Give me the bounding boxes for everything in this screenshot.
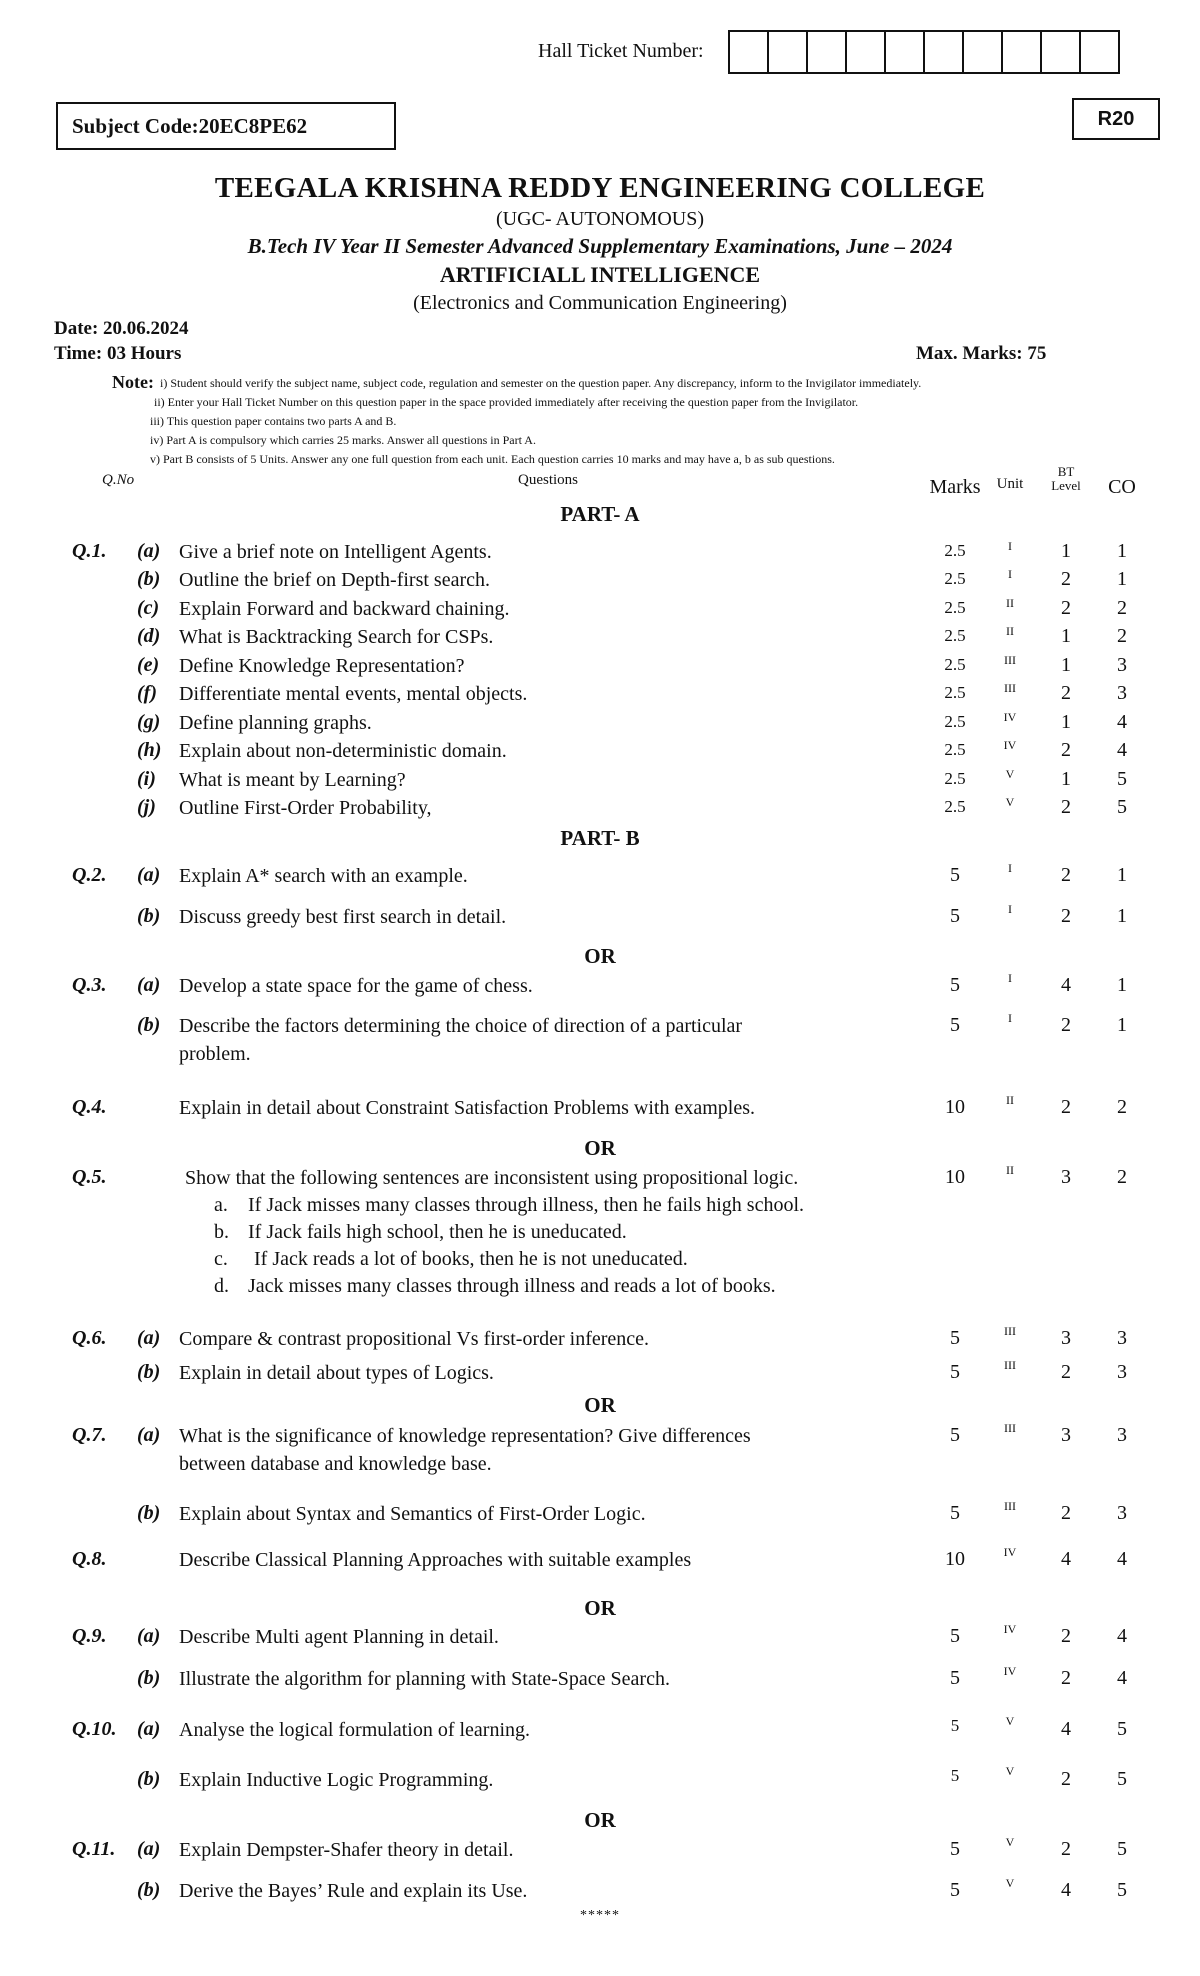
hall-ticket-box: [808, 32, 847, 72]
marks-value: 5: [950, 1766, 960, 1785]
co-value: 4: [1117, 1548, 1127, 1570]
exam-title: B.Tech IV Year II Semester Advanced Supplementary Examinations, June – 2024: [247, 234, 953, 258]
list-item: If Jack fails high school, then he is uneducated.: [248, 1221, 627, 1243]
question-text: Define planning graphs.: [179, 712, 372, 734]
list-marker: a.: [214, 1194, 228, 1216]
sub-label: (a): [137, 974, 161, 996]
or-label: OR: [584, 1808, 616, 1832]
marks-value: 5: [950, 1716, 960, 1735]
co-value: 5: [1117, 1838, 1127, 1860]
co-value: 4: [1117, 1667, 1127, 1689]
sub-label: (a): [137, 1838, 161, 1860]
part-b-title: PART- B: [560, 826, 640, 850]
unit-value: I: [1008, 971, 1012, 985]
question-text: Explain Dempster-Shafer theory in detail.: [179, 1839, 514, 1861]
unit-value: IV: [1003, 738, 1017, 752]
co-value: 5: [1117, 796, 1127, 818]
list-item: If Jack reads a lot of books, then he is not uneducated.: [254, 1248, 688, 1270]
marks-value: 5: [950, 1667, 960, 1689]
co-value: 3: [1117, 1502, 1127, 1524]
bt-level-value: 1: [1061, 540, 1071, 562]
marks-value: 5: [950, 1625, 960, 1647]
or-label: OR: [584, 1596, 616, 1620]
marks-value: 2.5: [944, 797, 966, 816]
sub-label: (g): [137, 711, 161, 733]
sub-label: (a): [137, 1625, 161, 1647]
bt-level-value: 3: [1061, 1327, 1071, 1349]
co-value: 3: [1117, 654, 1127, 676]
unit-value: II: [1006, 1163, 1014, 1177]
sub-label: (a): [137, 1327, 161, 1349]
unit-value: V: [1005, 1764, 1015, 1778]
bt-level-value: 4: [1061, 974, 1071, 996]
question-text: Explain in detail about types of Logics.: [179, 1362, 494, 1384]
marks-value: 2.5: [944, 683, 966, 702]
marks-value: 10: [945, 1166, 965, 1188]
marks-value: 5: [950, 864, 960, 886]
unit-value: III: [1004, 1324, 1016, 1338]
co-value: 1: [1117, 1014, 1127, 1036]
marks-value: 2.5: [944, 655, 966, 674]
bt-level-value: 2: [1061, 1768, 1071, 1790]
sub-label: (a): [137, 1424, 161, 1446]
sub-label: (f): [137, 682, 157, 704]
marks-value: 5: [950, 1424, 960, 1446]
unit-value: I: [1008, 1011, 1012, 1025]
bt-level-value: 4: [1061, 1718, 1071, 1740]
unit-value: IV: [1003, 1622, 1017, 1636]
question-number: Q.10.: [72, 1718, 117, 1740]
unit-value: I: [1008, 861, 1012, 875]
bt-level-value: 2: [1061, 597, 1071, 619]
hall-ticket-box: [964, 32, 1003, 72]
question-text: Outline the brief on Depth-first search.: [179, 569, 491, 591]
marks-value: 2.5: [944, 626, 966, 645]
unit-value: II: [1006, 624, 1014, 638]
note-line: ii) Enter your Hall Ticket Number on this question paper in the space provided immediately after receiving the question paper from the Invigilator.: [154, 395, 859, 409]
unit-value: I: [1008, 902, 1012, 916]
marks-value: 5: [950, 1838, 960, 1860]
regulation-box: R20: [1072, 98, 1160, 140]
bt-level-value: 2: [1061, 739, 1071, 761]
marks-value: 2.5: [944, 769, 966, 788]
or-label: OR: [584, 944, 616, 968]
marks-value: 5: [950, 905, 960, 927]
unit-value: III: [1004, 1499, 1016, 1513]
question-text: Explain Inductive Logic Programming.: [179, 1769, 494, 1791]
unit-value: IV: [1003, 1664, 1017, 1678]
hall-ticket-label: Hall Ticket Number:: [538, 40, 704, 62]
question-text: Develop a state space for the game of chess.: [179, 975, 533, 997]
column-marks: Marks: [929, 476, 981, 498]
question-text: Discuss greedy best first search in detail.: [179, 906, 507, 928]
sub-label: (b): [137, 568, 161, 590]
question-text: Describe Multi agent Planning in detail.: [179, 1626, 499, 1648]
question-number: Q.6.: [72, 1327, 107, 1349]
unit-value: V: [1005, 1714, 1015, 1728]
bt-level-value: 1: [1061, 654, 1071, 676]
note-line: v) Part B consists of 5 Units. Answer any one full question from each unit. Each question carries 10 marks and may have a, b as sub questions.: [150, 452, 835, 466]
column-unit: Unit: [996, 476, 1024, 492]
hall-ticket-box: [886, 32, 925, 72]
bt-level-value: 3: [1061, 1166, 1071, 1188]
marks-value: 2.5: [944, 712, 966, 731]
unit-value: III: [1004, 681, 1016, 695]
note-line: iii) This question paper contains two parts A and B.: [150, 414, 397, 428]
co-value: 2: [1117, 625, 1127, 647]
unit-value: IV: [1003, 1545, 1017, 1559]
sub-label: (e): [137, 654, 160, 676]
sub-label: (b): [137, 905, 161, 927]
question-text: What is Backtracking Search for CSPs.: [179, 626, 494, 648]
sub-label: (h): [137, 739, 162, 761]
marks-value: 5: [950, 1879, 960, 1901]
max-marks: Max. Marks: 75: [916, 343, 1047, 364]
question-number: Q.2.: [72, 864, 107, 886]
bt-level-value: 1: [1061, 625, 1071, 647]
co-value: 4: [1117, 1625, 1127, 1647]
marks-value: 5: [950, 1327, 960, 1349]
marks-value: 2.5: [944, 598, 966, 617]
or-label: OR: [584, 1136, 616, 1160]
bt-level-value: 2: [1061, 1361, 1071, 1383]
hall-ticket-box: [925, 32, 964, 72]
bt-level-value: 2: [1061, 682, 1071, 704]
question-text: Differentiate mental events, mental objects.: [179, 683, 528, 705]
list-item: If Jack misses many classes through illness, then he fails high school.: [248, 1194, 805, 1216]
question-text-continued: between database and knowledge base.: [179, 1453, 492, 1475]
co-value: 5: [1117, 1718, 1127, 1740]
co-value: 5: [1117, 1879, 1127, 1901]
exam-time: Time: 03 Hours: [54, 343, 182, 364]
part-a-title: PART- A: [560, 502, 640, 526]
question-text: Illustrate the algorithm for planning with State-Space Search.: [179, 1668, 670, 1690]
autonomous-label: (UGC- AUTONOMOUS): [496, 208, 704, 230]
note-line: i) Student should verify the subject name, subject code, regulation and semester on the question paper. Any discrepancy, inform to the Invigilator immediately.: [160, 376, 922, 390]
question-number: Q.9.: [72, 1625, 107, 1647]
bt-level-value: 2: [1061, 864, 1071, 886]
hall-ticket-box: [769, 32, 808, 72]
sub-label: (c): [137, 597, 160, 619]
sub-label: (a): [137, 1718, 161, 1740]
list-marker: b.: [214, 1221, 229, 1243]
question-text: Show that the following sentences are inconsistent using propositional logic.: [185, 1167, 799, 1189]
bt-level-value: 2: [1061, 1838, 1071, 1860]
question-text: Explain in detail about Constraint Satisfaction Problems with examples.: [179, 1097, 756, 1119]
co-value: 3: [1117, 682, 1127, 704]
marks-value: 5: [950, 1361, 960, 1383]
co-value: 1: [1117, 974, 1127, 996]
or-label: OR: [584, 1393, 616, 1417]
question-number: Q.5.: [72, 1166, 107, 1188]
sub-label: (a): [137, 864, 161, 886]
co-value: 1: [1117, 905, 1127, 927]
co-value: 5: [1117, 1768, 1127, 1790]
co-value: 4: [1117, 739, 1127, 761]
hall-ticket-box: [730, 32, 769, 72]
unit-value: V: [1005, 767, 1015, 781]
bt-level-value: 2: [1061, 1667, 1071, 1689]
question-text: Explain about non-deterministic domain.: [179, 740, 507, 762]
unit-value: I: [1008, 567, 1012, 581]
marks-value: 5: [950, 1502, 960, 1524]
question-text: Explain A* search with an example.: [179, 865, 468, 887]
column-co: CO: [1108, 476, 1136, 498]
bt-level-value: 3: [1061, 1424, 1071, 1446]
question-text: Derive the Bayes’ Rule and explain its Use.: [179, 1880, 528, 1902]
unit-value: III: [1004, 653, 1016, 667]
bt-level-value: 2: [1061, 1502, 1071, 1524]
question-text: Define Knowledge Representation?: [179, 655, 465, 677]
sub-label: (i): [137, 768, 156, 790]
co-value: 1: [1117, 568, 1127, 590]
marks-value: 10: [945, 1548, 965, 1570]
question-number: Q.1.: [72, 540, 107, 562]
unit-value: I: [1008, 539, 1012, 553]
list-item: Jack misses many classes through illness and reads a lot of books.: [248, 1275, 776, 1297]
course-title: ARTIFICIALL INTELLIGENCE: [439, 262, 761, 287]
bt-level-value: 4: [1061, 1548, 1071, 1570]
column-qno: Q.No: [102, 472, 135, 488]
sub-label: (b): [137, 1502, 161, 1524]
end-mark: *****: [580, 1908, 620, 1923]
question-number: Q.7.: [72, 1424, 107, 1446]
branch-label: (Electronics and Communication Engineering): [413, 292, 787, 314]
subject-code-box: Subject Code:20EC8PE62: [56, 102, 396, 150]
co-value: 2: [1117, 1166, 1127, 1188]
bt-level-value: 1: [1061, 768, 1071, 790]
question-number: Q.11.: [72, 1838, 116, 1860]
question-number: Q.3.: [72, 974, 107, 996]
sub-label: (j): [137, 796, 156, 818]
marks-value: 2.5: [944, 740, 966, 759]
hall-ticket-box: [1042, 32, 1081, 72]
column-questions: Questions: [518, 472, 578, 488]
question-text: Describe the factors determining the choice of direction of a particular: [179, 1015, 743, 1037]
marks-value: 10: [945, 1096, 965, 1118]
co-value: 3: [1117, 1327, 1127, 1349]
sub-label: (b): [137, 1014, 161, 1036]
sub-label: (b): [137, 1361, 161, 1383]
hall-ticket-box: [847, 32, 886, 72]
unit-value: V: [1005, 795, 1015, 809]
marks-value: 5: [950, 1014, 960, 1036]
co-value: 2: [1117, 597, 1127, 619]
bt-level-value: 2: [1061, 796, 1071, 818]
marks-value: 2.5: [944, 541, 966, 560]
bt-level-value: 4: [1061, 1879, 1071, 1901]
co-value: 1: [1117, 864, 1127, 886]
exam-date: Date: 20.06.2024: [54, 318, 189, 339]
marks-value: 5: [950, 974, 960, 996]
bt-level-value: 1: [1061, 711, 1071, 733]
bt-level-value: 2: [1061, 905, 1071, 927]
co-value: 5: [1117, 768, 1127, 790]
hall-ticket-box: [1081, 32, 1118, 72]
column-bt-level: BT Level: [1051, 464, 1081, 493]
unit-value: III: [1004, 1358, 1016, 1372]
unit-value: IV: [1003, 710, 1017, 724]
co-value: 2: [1117, 1096, 1127, 1118]
question-text: Compare & contrast propositional Vs first-order inference.: [179, 1328, 650, 1350]
question-text: What is meant by Learning?: [179, 769, 406, 791]
unit-value: II: [1006, 596, 1014, 610]
question-text: What is the significance of knowledge representation? Give differences: [179, 1425, 751, 1447]
college-name: TEEGALA KRISHNA REDDY ENGINEERING COLLEGE: [214, 172, 986, 204]
unit-value: III: [1004, 1421, 1016, 1435]
bt-level-value: 2: [1061, 1014, 1071, 1036]
note-label: Note:: [112, 372, 154, 392]
hall-ticket-boxes: [728, 30, 1120, 74]
sub-label: (b): [137, 1879, 161, 1901]
question-text: Analyse the logical formulation of learning.: [179, 1719, 531, 1741]
note-line: iv) Part A is compulsory which carries 25 marks. Answer all questions in Part A.: [150, 433, 536, 447]
unit-value: V: [1005, 1876, 1015, 1890]
co-value: 4: [1117, 711, 1127, 733]
bt-level-value: 2: [1061, 1625, 1071, 1647]
co-value: 3: [1117, 1361, 1127, 1383]
sub-label: (b): [137, 1768, 161, 1790]
question-text: Give a brief note on Intelligent Agents.: [179, 541, 492, 563]
bt-level-value: 2: [1061, 568, 1071, 590]
question-text: Explain about Syntax and Semantics of First-Order Logic.: [179, 1503, 646, 1525]
sub-label: (d): [137, 625, 161, 647]
co-value: 1: [1117, 540, 1127, 562]
question-text: Describe Classical Planning Approaches with suitable examples: [179, 1549, 692, 1571]
list-marker: d.: [214, 1275, 229, 1297]
unit-value: II: [1006, 1093, 1014, 1107]
sub-label: (a): [137, 540, 161, 562]
question-text: Outline First-Order Probability,: [179, 797, 432, 819]
co-value: 3: [1117, 1424, 1127, 1446]
bt-level-value: 2: [1061, 1096, 1071, 1118]
sub-label: (b): [137, 1667, 161, 1689]
question-text-continued: problem.: [179, 1043, 251, 1065]
marks-value: 2.5: [944, 569, 966, 588]
question-text: Explain Forward and backward chaining.: [179, 598, 510, 620]
list-marker: c.: [214, 1248, 228, 1270]
question-number: Q.8.: [72, 1548, 107, 1570]
unit-value: V: [1005, 1835, 1015, 1849]
hall-ticket-box: [1003, 32, 1042, 72]
question-number: Q.4.: [72, 1096, 107, 1118]
